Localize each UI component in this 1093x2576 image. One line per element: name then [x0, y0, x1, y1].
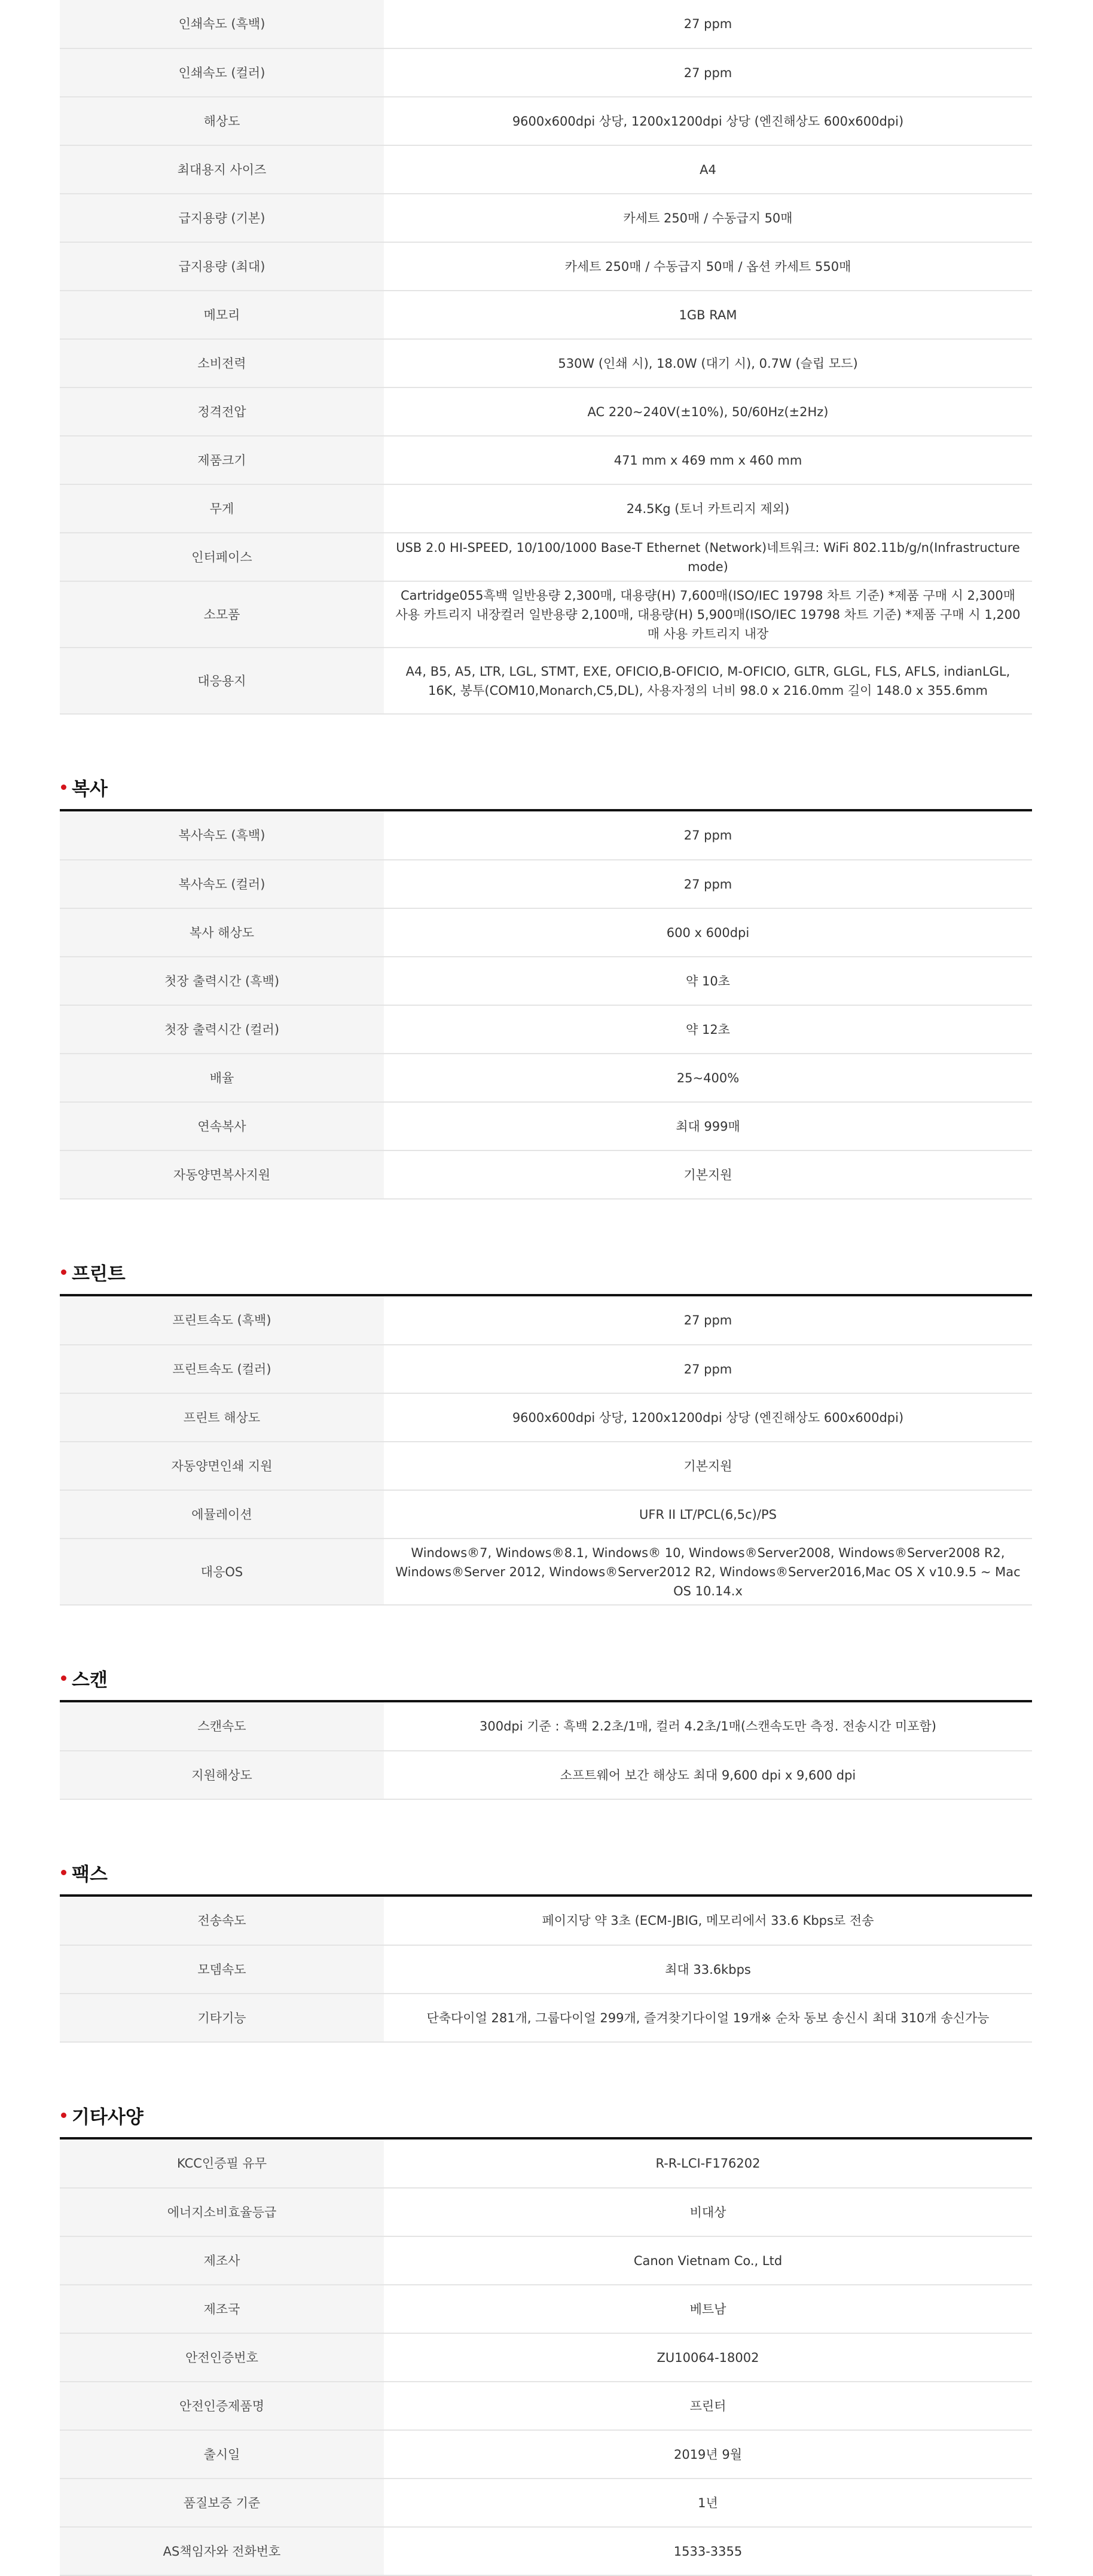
- spec-value: 최대 999매: [384, 1102, 1032, 1150]
- table-row: [60, 48, 1032, 97]
- table-row: [60, 1897, 1032, 1945]
- table-row: [60, 581, 1032, 648]
- table-row: [60, 908, 1032, 957]
- spec-value: 프린터: [384, 2382, 1032, 2430]
- spec-label: 복사속도 (흑백): [60, 811, 384, 860]
- spec-value: 27 ppm: [384, 0, 1032, 48]
- table-row: [60, 1442, 1032, 1490]
- table-row: [60, 145, 1032, 194]
- section-title: 스캔: [72, 1669, 108, 1691]
- spec-label: 무게: [60, 484, 384, 533]
- table-row: [60, 860, 1032, 908]
- spec-table: [60, 811, 1032, 1200]
- spec-value: 베트남: [384, 2285, 1032, 2333]
- spec-value: 530W (인쇄 시), 18.0W (대기 시), 0.7W (슬립 모드): [384, 339, 1032, 387]
- section-header: [60, 2080, 1032, 2139]
- spec-label: 소비전력: [60, 339, 384, 387]
- spec-value: 27 ppm: [384, 1345, 1032, 1393]
- spec-label: 메모리: [60, 291, 384, 339]
- spec-value: 27 ppm: [384, 811, 1032, 860]
- spec-value: 27 ppm: [384, 860, 1032, 908]
- bullet-dot-icon: [61, 2113, 66, 2118]
- spec-label: 스캔속도: [60, 1702, 384, 1751]
- spec-value: 9600x600dpi 상당, 1200x1200dpi 상당 (엔진해상도 600x600dpi): [384, 1393, 1032, 1442]
- table-row: [60, 1751, 1032, 1799]
- spec-label: AS책임자와 전화번호: [60, 2527, 384, 2575]
- spec-label: 모뎀속도: [60, 1945, 384, 1994]
- section-gap: [60, 1606, 1032, 1643]
- spec-value: Cartridge055흑백 일반용량 2,300매, 대용량(H) 7,600매(ISO/IEC 19798 차트 기준) *제품 구매 시 2,300매 사용 카트리지 내장컬러 일반용량 2,100매, 대용량(H) 5,900매(ISO/IEC 19798 차트 기준) *제품 구매 시 1,200매 사용 카트리지 내장: [384, 581, 1032, 648]
- spec-value: 2019년 9월: [384, 2430, 1032, 2479]
- spec-label: 급지용량 (기본): [60, 194, 384, 242]
- spec-value: USB 2.0 HI-SPEED, 10/100/1000 Base-T Ethernet (Network)네트워크: WiFi 802.11b/g/n(Infrastructure mode): [384, 533, 1032, 581]
- spec-label: 제조국: [60, 2285, 384, 2333]
- spec-label: 제조사: [60, 2236, 384, 2285]
- spec-value: Windows®7, Windows®8.1, Windows® 10, Windows®Server2008, Windows®Server2008 R2, Windows®Server 2012, Windows®Server2012 R2, Windows®Server2016,Mac OS X v10.9.5 ~ Mac OS 10.14.x: [384, 1539, 1032, 1605]
- spec-table: [60, 1897, 1032, 2043]
- table-row: [60, 484, 1032, 533]
- table-row: [60, 1994, 1032, 2042]
- table-row: [60, 957, 1032, 1005]
- table-row: [60, 2527, 1032, 2575]
- spec-value: 25~400%: [384, 1054, 1032, 1102]
- table-row: [60, 2188, 1032, 2236]
- spec-value: 24.5Kg (토너 카트리지 제외): [384, 484, 1032, 533]
- spec-table: [60, 1296, 1032, 1606]
- spec-label: 인쇄속도 (컬러): [60, 48, 384, 97]
- table-row: [60, 2479, 1032, 2527]
- table-row: [60, 1393, 1032, 1442]
- spec-label: 대응OS: [60, 1539, 384, 1605]
- spec-label: 정격전압: [60, 387, 384, 436]
- spec-label: 제품크기: [60, 436, 384, 484]
- table-row: [60, 194, 1032, 242]
- spec-label: 복사 해상도: [60, 908, 384, 957]
- table-row: [60, 2236, 1032, 2285]
- spec-value: Canon Vietnam Co., Ltd: [384, 2236, 1032, 2285]
- section-header: [60, 1643, 1032, 1702]
- spec-value: 600 x 600dpi: [384, 908, 1032, 957]
- spec-table: [60, 2139, 1032, 2576]
- bullet-dot-icon: [61, 785, 66, 790]
- table-row: [60, 1945, 1032, 1994]
- bullet-dot-icon: [61, 1870, 66, 1875]
- table-row: [60, 1150, 1032, 1199]
- table-row: [60, 2382, 1032, 2430]
- spec-label: 인터페이스: [60, 533, 384, 581]
- spec-value: 최대 33.6kbps: [384, 1945, 1032, 1994]
- table-row: [60, 291, 1032, 339]
- section-header: [60, 1237, 1032, 1296]
- section-header: [60, 1837, 1032, 1897]
- spec-value: UFR II LT/PCL(6,5c)/PS: [384, 1490, 1032, 1539]
- table-row: [60, 811, 1032, 860]
- spec-label: 품질보증 기준: [60, 2479, 384, 2527]
- spec-value: 단축다이얼 281개, 그룹다이얼 299개, 즐겨찾기다이얼 19개※ 순차 동보 송신시 최대 310개 송신가능: [384, 1994, 1032, 2042]
- spec-label: 첫장 출력시간 (흑백): [60, 957, 384, 1005]
- spec-value: 비대상: [384, 2188, 1032, 2236]
- spec-value: 페이지당 약 3초 (ECM-JBIG, 메모리에서 33.6 Kbps로 전송: [384, 1897, 1032, 1945]
- spec-label: 최대용지 사이즈: [60, 145, 384, 194]
- spec-value: 300dpi 기준 : 흑백 2.2초/1매, 컬러 4.2초/1매(스캔속도만 측정. 전송시간 미포함): [384, 1702, 1032, 1751]
- spec-label: 연속복사: [60, 1102, 384, 1150]
- spec-value: 1533-3355: [384, 2527, 1032, 2575]
- spec-value: R-R-LCI-F176202: [384, 2139, 1032, 2188]
- spec-label: 첫장 출력시간 (컬러): [60, 1005, 384, 1054]
- table-row: [60, 436, 1032, 484]
- table-row: [60, 1345, 1032, 1393]
- spec-value: A4, B5, A5, LTR, LGL, STMT, EXE, OFICIO,B-OFICIO, M-OFICIO, GLTR, GLGL, FLS, AFLS, indianLGL, 16K, 봉투(COM10,Monarch,C5,DL), 사용자정의 너비 98.0 x 216.0mm 길이 148.0 x 355.6mm: [384, 648, 1032, 714]
- spec-label: 소모품: [60, 581, 384, 648]
- spec-value: AC 220~240V(±10%), 50/60Hz(±2Hz): [384, 387, 1032, 436]
- spec-label: 해상도: [60, 97, 384, 145]
- spec-label: 인쇄속도 (흑백): [60, 0, 384, 48]
- spec-label: 안전인증제품명: [60, 2382, 384, 2430]
- spec-label: 기타기능: [60, 1994, 384, 2042]
- spec-value: 약 12초: [384, 1005, 1032, 1054]
- section-gap: [60, 715, 1032, 752]
- spec-label: 대응용지: [60, 648, 384, 714]
- spec-value: 소프트웨어 보간 해상도 최대 9,600 dpi x 9,600 dpi: [384, 1751, 1032, 1799]
- section-gap: [60, 1800, 1032, 1837]
- table-row: [60, 1102, 1032, 1150]
- table-row: [60, 1539, 1032, 1605]
- spec-value: ZU10064-18002: [384, 2333, 1032, 2382]
- table-row: [60, 387, 1032, 436]
- bullet-dot-icon: [61, 1269, 66, 1275]
- bullet-dot-icon: [61, 1675, 66, 1681]
- table-row: [60, 1296, 1032, 1345]
- section-title: 복사: [72, 779, 108, 800]
- table-row: [60, 533, 1032, 581]
- table-row: [60, 2333, 1032, 2382]
- table-row: [60, 242, 1032, 291]
- section-header: [60, 752, 1032, 811]
- spec-value: 27 ppm: [384, 48, 1032, 97]
- spec-value: 약 10초: [384, 957, 1032, 1005]
- spec-label: 프린트속도 (컬러): [60, 1345, 384, 1393]
- spec-label: 안전인증번호: [60, 2333, 384, 2382]
- table-row: [60, 1005, 1032, 1054]
- table-row: [60, 339, 1032, 387]
- spec-value: 1년: [384, 2479, 1032, 2527]
- spec-label: 급지용량 (최대): [60, 242, 384, 291]
- section-gap: [60, 1200, 1032, 1237]
- spec-value: 27 ppm: [384, 1296, 1032, 1345]
- table-row: [60, 2285, 1032, 2333]
- spec-label: 프린트속도 (흑백): [60, 1296, 384, 1345]
- spec-label: 자동양면복사지원: [60, 1150, 384, 1199]
- table-row: [60, 97, 1032, 145]
- spec-label: 전송속도: [60, 1897, 384, 1945]
- spec-sheet: [60, 0, 1032, 2576]
- spec-value: 기본지원: [384, 1150, 1032, 1199]
- section-gap: [60, 2043, 1032, 2080]
- spec-label: 지원해상도: [60, 1751, 384, 1799]
- spec-value: 471 mm x 469 mm x 460 mm: [384, 436, 1032, 484]
- spec-table: [60, 0, 1032, 715]
- spec-label: 에너지소비효율등급: [60, 2188, 384, 2236]
- spec-label: 복사속도 (컬러): [60, 860, 384, 908]
- spec-label: 프린트 해상도: [60, 1393, 384, 1442]
- spec-label: 출시일: [60, 2430, 384, 2479]
- spec-label: 자동양면인쇄 지원: [60, 1442, 384, 1490]
- spec-value: 9600x600dpi 상당, 1200x1200dpi 상당 (엔진해상도 600x600dpi): [384, 97, 1032, 145]
- table-row: [60, 1054, 1032, 1102]
- section-title: 기타사양: [72, 2107, 144, 2128]
- spec-value: 1GB RAM: [384, 291, 1032, 339]
- table-row: [60, 0, 1032, 48]
- table-row: [60, 2430, 1032, 2479]
- table-row: [60, 1702, 1032, 1751]
- spec-value: 카세트 250매 / 수동급지 50매: [384, 194, 1032, 242]
- table-row: [60, 1490, 1032, 1539]
- spec-label: 배율: [60, 1054, 384, 1102]
- spec-label: KCC인증필 유무: [60, 2139, 384, 2188]
- spec-table: [60, 1702, 1032, 1800]
- table-row: [60, 2139, 1032, 2188]
- spec-label: 에뮬레이션: [60, 1490, 384, 1539]
- table-row: [60, 648, 1032, 714]
- spec-value: A4: [384, 145, 1032, 194]
- section-title: 팩스: [72, 1864, 108, 1885]
- spec-value: 카세트 250매 / 수동급지 50매 / 옵션 카세트 550매: [384, 242, 1032, 291]
- spec-value: 기본지원: [384, 1442, 1032, 1490]
- section-title: 프린트: [72, 1263, 126, 1285]
